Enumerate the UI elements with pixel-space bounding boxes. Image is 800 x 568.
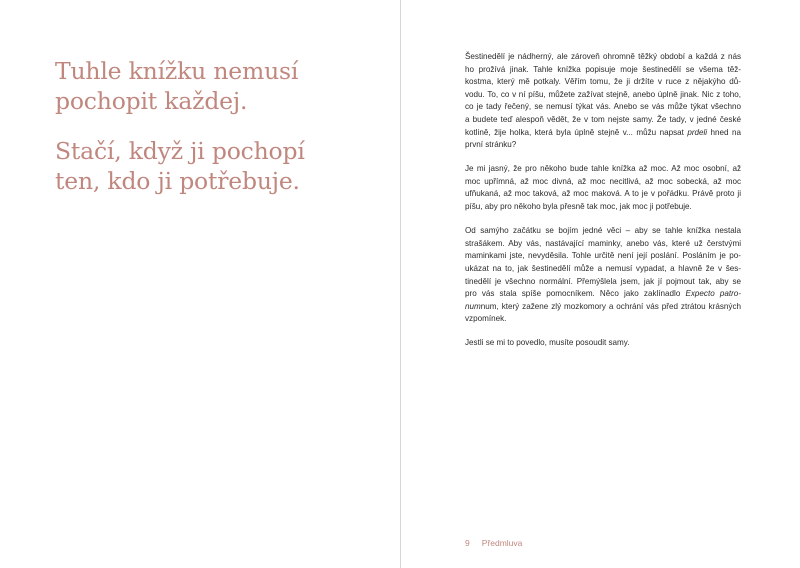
page-footer	[465, 538, 522, 548]
text-line: maminkami jste, nevyděsila. Tohle určitě není její poslání. Posláním je po-	[465, 251, 741, 261]
text-fragment: pro vás stala spíše pomocníkem. Něco jako zaklínadlo	[465, 289, 686, 299]
text-line: strašákem. Aby vás, nastávající maminky, anebo vás, které už čerstvými	[465, 238, 741, 248]
paragraph	[465, 225, 741, 326]
text-line: píšu, aby pro někoho byla přesně tak moc, jak moc ji potřebuje.	[465, 202, 692, 212]
text-line: moc upřímná, až moc divná, až moc necitlivá, až moc sobecká, až moc	[465, 176, 741, 186]
text-line: první stránku?	[465, 140, 517, 150]
text-line	[465, 301, 741, 314]
text-line: Jestli se mi to povedlo, musíte posoudit samy.	[465, 338, 630, 348]
paragraph	[465, 337, 741, 350]
epigraph-first	[55, 56, 375, 116]
text-line: co je tady řečený, se nemusí týkat vás. Anebo se vás může týkat všechno	[465, 102, 741, 112]
paragraph	[465, 163, 741, 213]
epigraph-line: Tuhle knížku nemusí	[55, 57, 299, 85]
epigraph-line: ten, kdo ji potřebuje.	[55, 167, 300, 195]
text-line: tinedělí je všechno normální. Přemýšlela jsem, jak jí pojmout tak, aby se	[465, 276, 741, 286]
text-line: ufňukaná, až moc taková, až moc maková. A to je v pořádku. Právě proto ji	[465, 189, 741, 199]
text-fragment: kotlině, žije holka, která byla úplně stejně v... můžu napsat	[465, 127, 688, 137]
text-line: ho prožívá jinak. Tahle knížka popisuje moje šestinedělí se všema těž-	[465, 64, 741, 74]
text-line	[465, 127, 741, 140]
text-line: Je mi jasný, že pro někoho bude tahle knížka až moc. Až moc osobní, až	[465, 164, 741, 174]
text-line: vodu. To, co v ní píšu, můžete zažívat stejně, anebo úplně jinak. Nic z toho,	[465, 89, 741, 99]
paragraph	[465, 51, 741, 152]
emphasis: num	[465, 301, 481, 311]
foreword-text	[465, 51, 741, 361]
text-line: Šestinedělí je nádherný, ale zároveň ohromně těžký období a každá z nás	[465, 52, 741, 61]
text-line: vzpomínek.	[465, 314, 507, 324]
text-fragment: num, který zažene zlý mozkomory a ochrání vás před ztrátou krásných	[480, 301, 741, 311]
text-line: ukázat na to, jak šestinedělí může a nemusí vypadat, a hlavně že v šes-	[465, 263, 741, 273]
page-number: 9	[465, 538, 470, 548]
section-title: Předmluva	[481, 538, 523, 548]
text-line	[465, 288, 741, 301]
text-line: a budete teď alespoň vědět, že v tom nejste samy. Že tady, v jedné české	[465, 114, 741, 124]
epigraph-line: pochopit každej.	[55, 87, 248, 115]
emphasis: prdeli	[687, 127, 708, 137]
text-line: Od samýho začátku se bojím jedné věci – aby se tahle knížka nestala	[465, 226, 741, 236]
text-fragment: hned na	[707, 127, 741, 137]
emphasis: Expecto patro-	[685, 289, 741, 299]
epigraph-second	[55, 136, 375, 196]
epigraph-line: Stačí, když ji pochopí	[55, 137, 305, 165]
text-line: kostma, který mě potkaly. Věřím tomu, že ji držíte v ruce z nějakýho dů-	[465, 77, 741, 87]
